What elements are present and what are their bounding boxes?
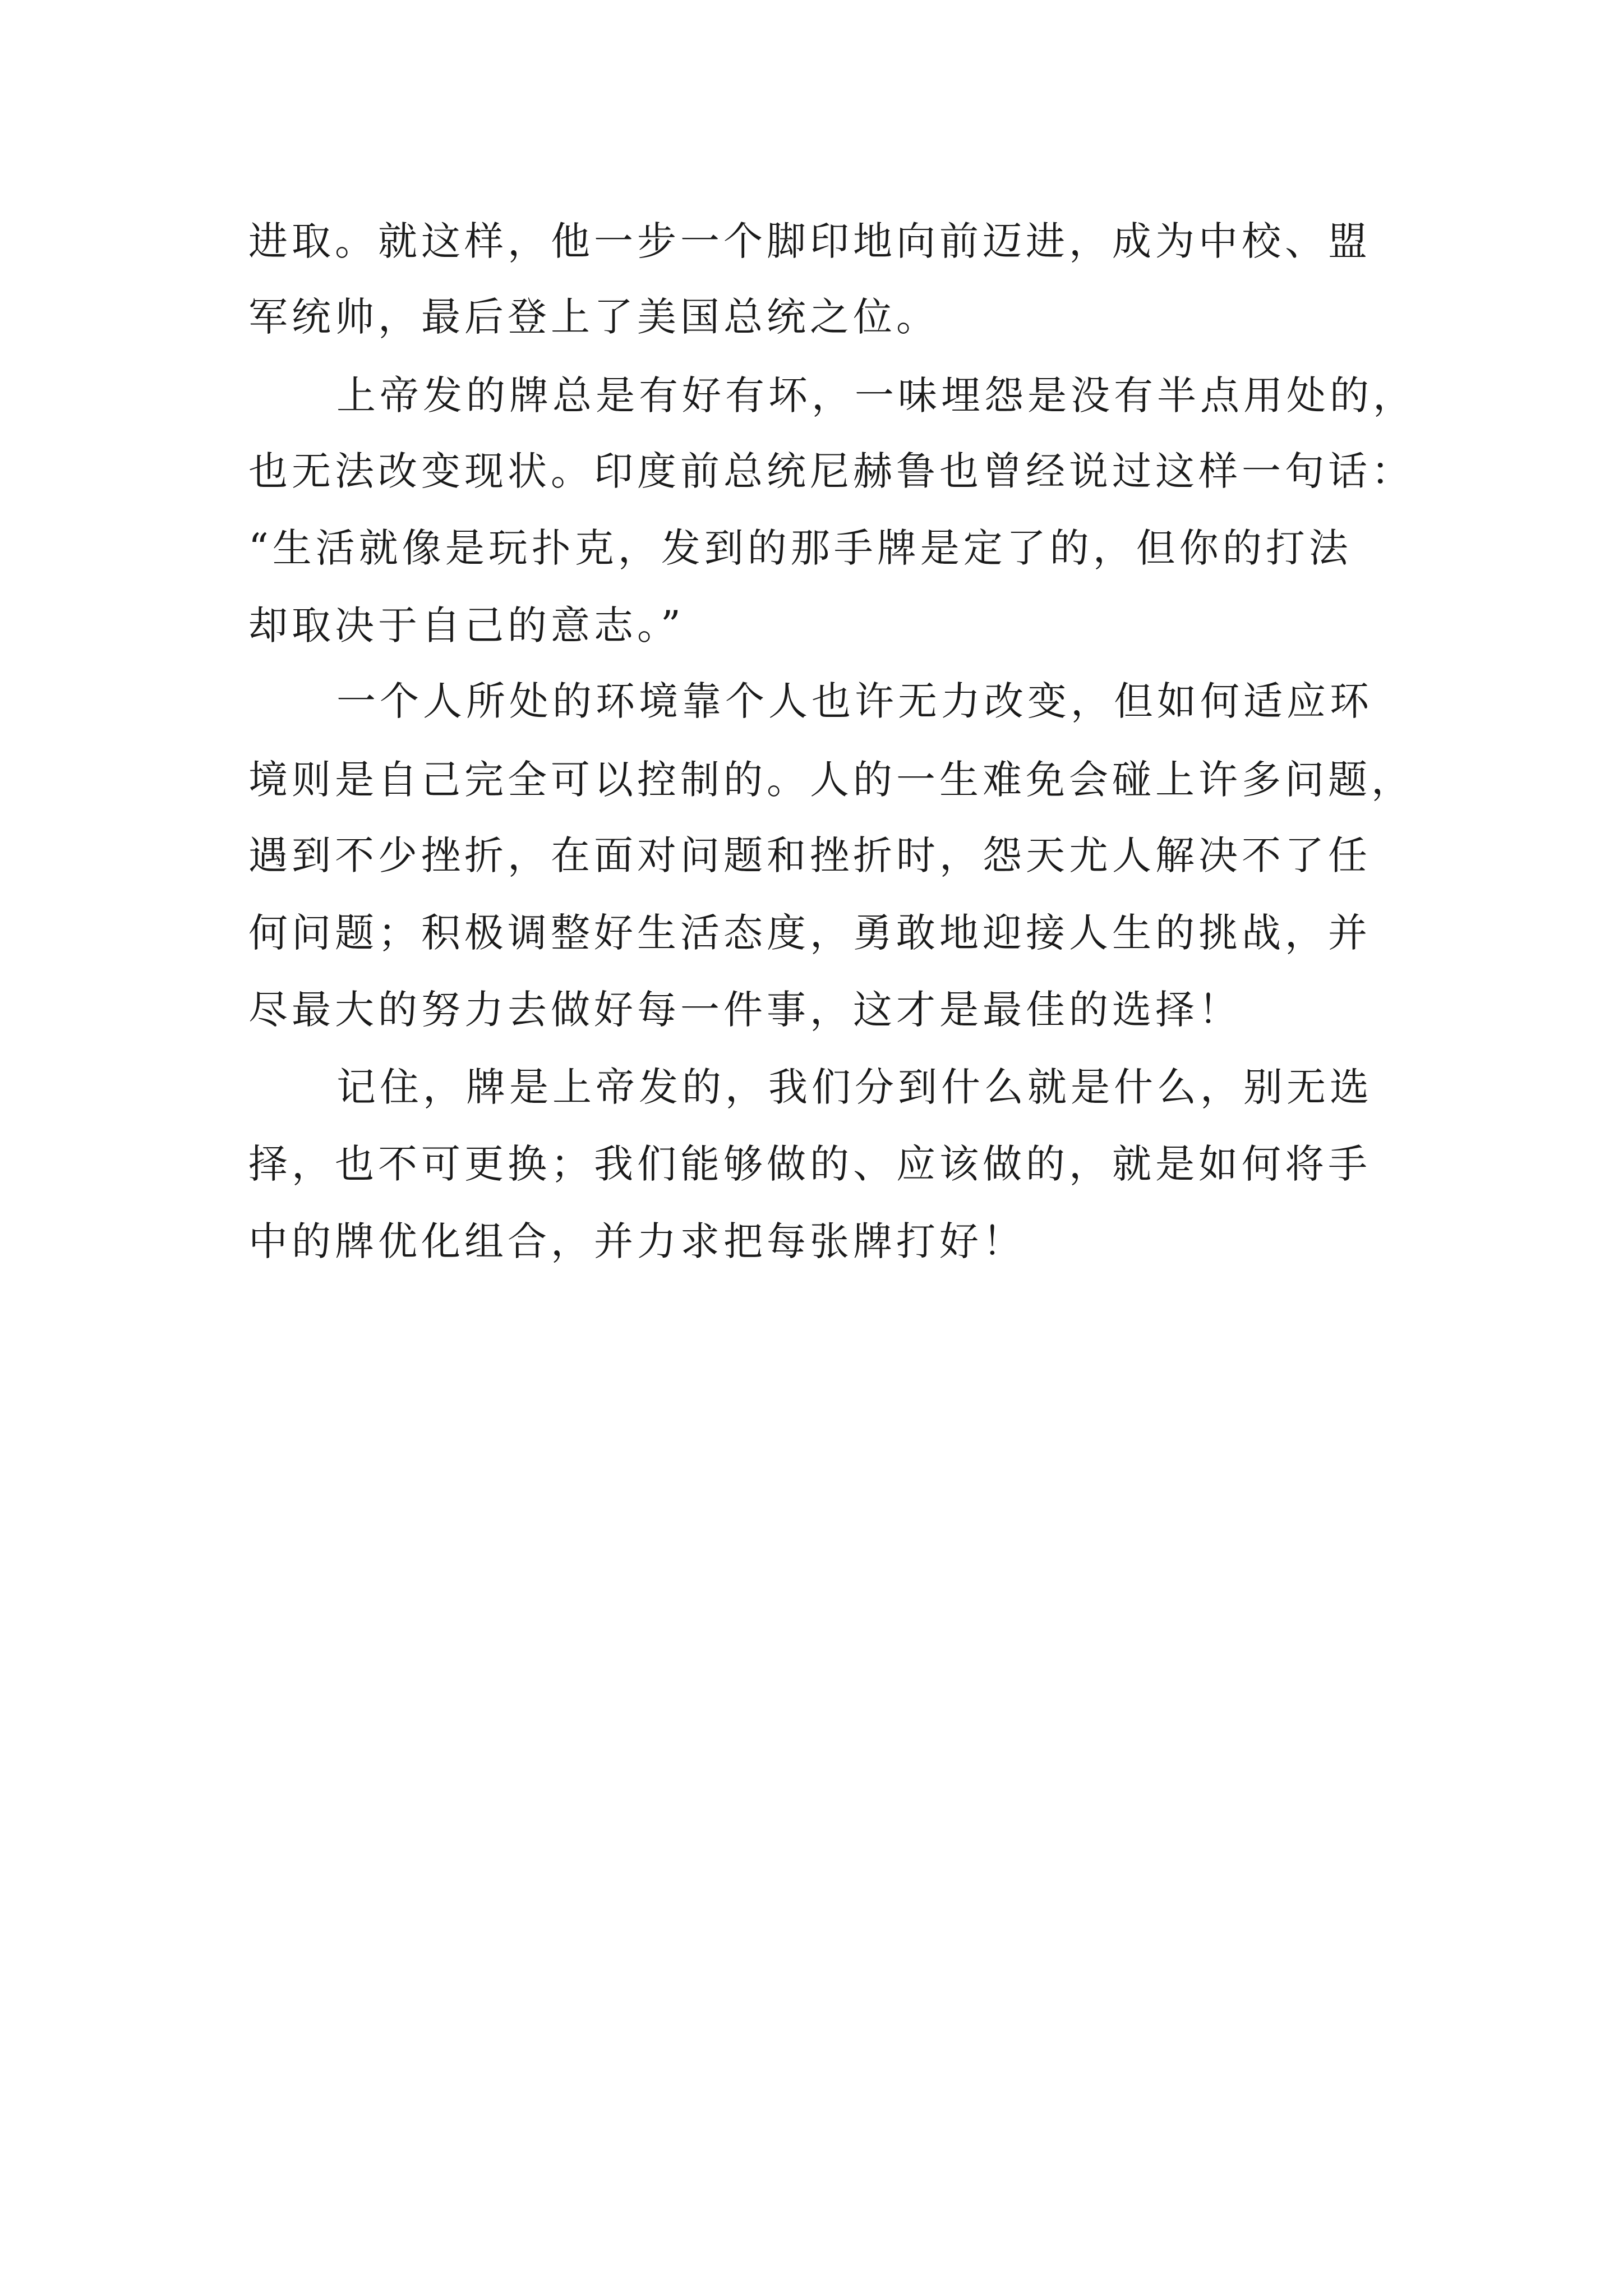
paragraph-line: 上帝发的牌总是有好有坏，一味埋怨是没有半点用处的， xyxy=(336,372,1416,418)
paragraph-line: 进取。就这样，他一步一个脚印地向前迈进，成为中校、盟 xyxy=(248,218,1371,264)
paragraph-line: 尽最大的努力去做好每一件事，这才是最佳的选择！ xyxy=(248,987,1242,1033)
paragraph-line: 却取决于自己的意志。” xyxy=(248,602,685,648)
paragraph-line: 一个人所处的环境靠个人也许无力改变，但如何适应环 xyxy=(336,678,1373,724)
paragraph-line: 中的牌优化组合，并力求把每张牌打好！ xyxy=(248,1218,1026,1264)
paragraph-line: “生活就像是玩扑克，发到的那手牌是定了的，但你的打法 xyxy=(248,525,1352,571)
paragraph-line: 也无法改变现状。印度前总统尼赫鲁也曾经说过这样一句话： xyxy=(248,448,1414,494)
paragraph-line: 何问题；积极调整好生活态度，勇敢地迎接人生的挑战，并 xyxy=(248,910,1371,956)
paragraph-line: 择，也不可更换；我们能够做的、应该做的，就是如何将手 xyxy=(248,1141,1371,1187)
paragraph-line: 记住，牌是上帝发的，我们分到什么就是什么，别无选 xyxy=(336,1064,1373,1110)
paragraph-line: 境则是自己完全可以控制的。人的一生难免会碰上许多问题， xyxy=(248,757,1414,803)
paragraph-line: 军统帅，最后登上了美国总统之位。 xyxy=(248,294,939,340)
paragraph-line: 遇到不少挫折，在面对问题和挫折时，怨天尤人解决不了任 xyxy=(248,832,1371,878)
